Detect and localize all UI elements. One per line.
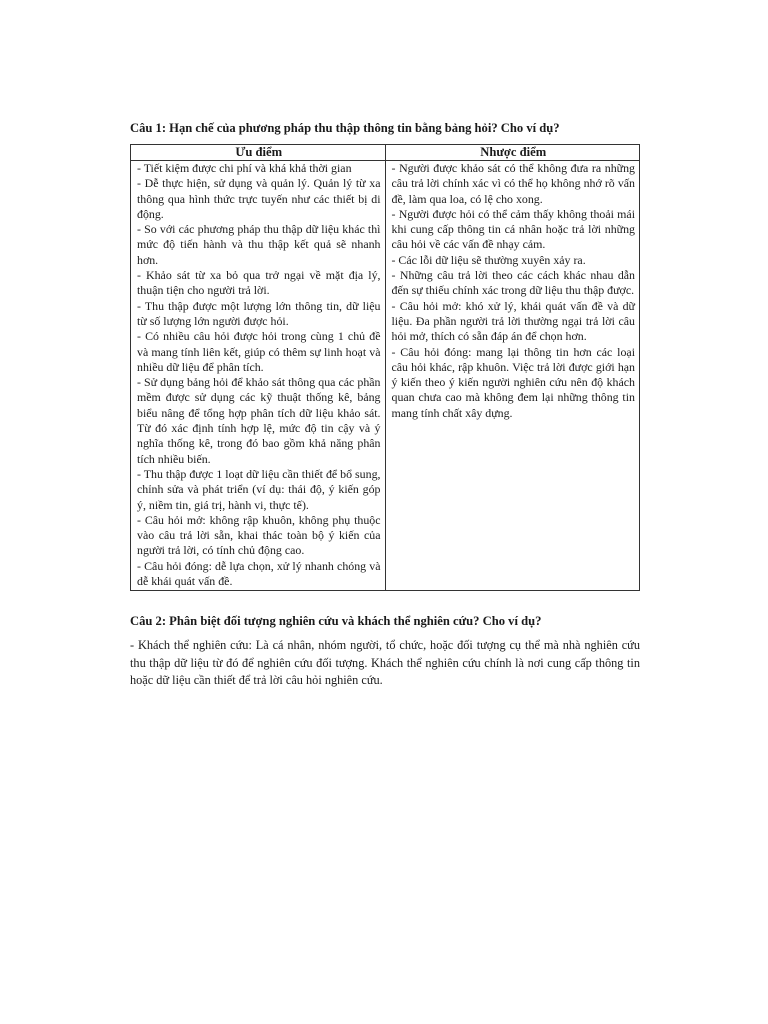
advantage-item: - Có nhiều câu hỏi được hỏi trong cùng 1 chủ đề và mang tính liên kết, giúp có thêm sự linh hoạt và nhiều dữ liệu để phân tích. — [137, 329, 381, 374]
advantage-item: - Sử dụng bảng hỏi để khảo sát thông qua các phần mềm được sử dụng các kỹ thuật thống kê, bảng biểu nâng để tổng hợp phân tích dữ liệu khảo sát. Từ đó xác định tính hợp lệ, mức độ tin cậy và ý nghĩa thống kê, trong đó bao gồm khả năng phân tích nhiều biến. — [137, 375, 381, 466]
disadvantage-item: - Câu hỏi mở: khó xử lý, khái quát vấn đề và dữ liệu. Đa phần người trả lời thường ngại trả lời câu hỏi mở, thích có sẵn đáp án để chọn hơn. — [391, 298, 635, 344]
advantages-cell — [131, 161, 386, 591]
disadvantage-item: - Các lỗi dữ liệu sẽ thường xuyên xảy ra. — [391, 252, 586, 267]
disadvantage-item: - Câu hỏi đóng: mang lại thông tin hơn các loại câu hỏi khác, rập khuôn. Việc trả lời được giới hạn ý kiến theo ý kiến người nghiên cứu nên độ khách quan chưa cao mà không đem lại những thông tin mang tính chất xây dựng. — [391, 344, 635, 420]
advantage-item: - Thu thập được một lượng lớn thông tin, dữ liệu từ số lượng lớn người được hỏi. — [137, 298, 381, 328]
disadvantages-cell — [385, 161, 640, 591]
advantage-item: - Câu hỏi mở: không rập khuôn, không phụ thuộc vào câu trả lời sẵn, khai thác toàn bộ ý kiến của người trả lời, có tính chủ động cao. — [137, 512, 381, 558]
advantage-item: - Dễ thực hiện, sử dụng và quản lý. Quản lý từ xa thông qua hình thức trực tuyến như các thiết bị di động. — [137, 176, 381, 221]
question-1-heading: Câu 1: Hạn chế của phương pháp thu thập thông tin bằng bảng hỏi? Cho ví dụ? — [130, 121, 560, 135]
disadvantages-header: Nhược điểm — [385, 145, 640, 161]
advantage-item: - Thu thập được 1 loạt dữ liệu cần thiết để bổ sung, chỉnh sửa và phát triển (ví dụ: thái độ, ý kiến góp ý, niềm tin, giá trị, hành vi, thực tế). — [137, 466, 381, 512]
disadvantage-item: - Người được hỏi có thể cảm thấy không thoải mái khi cung cấp thông tin cá nhân hoặc trả lời những câu hỏi về các vấn đề nhạy cảm. — [391, 206, 635, 252]
comparison-table — [130, 144, 640, 591]
advantages-header: Ưu điểm — [131, 145, 386, 161]
advantage-item: - Tiết kiệm được chi phí và khá khả thời gian — [137, 161, 352, 175]
advantage-item: - Câu hỏi đóng: dễ lựa chọn, xử lý nhanh chóng và dễ khái quát vấn đề. — [137, 558, 381, 589]
disadvantage-item: - Người được khảo sát có thể không đưa ra những câu trả lời chính xác vì có thể họ không nhớ rõ vấn đề, làm qua loa, có lệ cho xong. — [391, 161, 635, 206]
question-2-heading: Câu 2: Phân biệt đối tượng nghiên cứu và khách thể nghiên cứu? Cho ví dụ? — [130, 614, 542, 629]
table-row — [131, 161, 640, 591]
table-header-row — [131, 145, 640, 161]
advantage-item: - So với các phương pháp thu thập dữ liệu khác thì mức độ tiến hành và thu thập kết quả sẽ nhanh hơn. — [137, 222, 381, 267]
advantage-item: - Khảo sát từ xa bỏ qua trở ngại về mặt địa lý, thuận tiện cho người trả lời. — [137, 268, 381, 298]
disadvantage-item: - Những câu trả lời theo các cách khác nhau dẫn đến sự thiếu chính xác trong dữ liệu thu thập được. — [391, 268, 635, 298]
question-2-paragraph: - Khách thể nghiên cứu: Là cá nhân, nhóm người, tổ chức, hoặc đối tượng cụ thể mà nhà nghiên cứu thu thập dữ liệu từ đó để nghiên cứu đối tượng. Khách thể nghiên cứu chính là nơi cung cấp thông tin hoặc dữ liệu cần thiết để trả lời câu hỏi nghiên cứu. — [130, 638, 640, 688]
document-page — [130, 120, 640, 690]
